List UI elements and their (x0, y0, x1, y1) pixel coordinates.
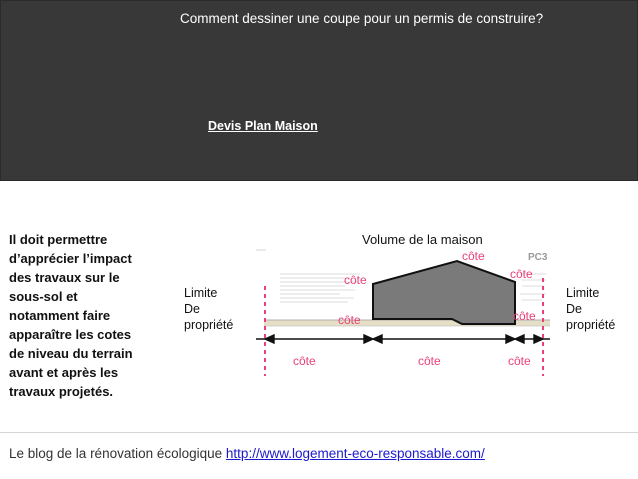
dimension-line (256, 335, 550, 343)
description-line: Il doit permettre (9, 232, 108, 247)
description-line: des travaux sur le (9, 270, 120, 285)
cote-label-bottom-1: côte (293, 354, 316, 368)
house-volume (373, 261, 515, 324)
description-line: apparaître les cotes (9, 327, 132, 342)
cote-label-ground-left: côte (338, 313, 361, 327)
limit-left-line: Limite (184, 286, 218, 300)
limit-left-line: De (184, 302, 200, 316)
limit-right-line: propriété (566, 318, 616, 332)
limit-left-line: propriété (184, 318, 234, 332)
description-line: de niveau du terrain (9, 346, 133, 361)
limit-left-label (184, 285, 233, 333)
page-title: Comment dessiner une coupe pour un permis de construire? (180, 11, 544, 26)
volume-label: Volume de la maison (362, 232, 483, 247)
blog-link[interactable]: http://www.logement-eco-responsable.com/ (225, 446, 485, 461)
description-line: d’apprécier l’impact (9, 251, 132, 266)
footer-text (9, 446, 485, 461)
cote-label-right-roof: côte (510, 267, 533, 281)
limit-right-line: De (566, 302, 582, 316)
cote-label-left-roof: côte (344, 273, 367, 287)
plan-tag: PC3 (528, 252, 548, 263)
limit-right-label (566, 285, 615, 333)
limit-right-line: Limite (566, 286, 600, 300)
cote-label-top: côte (462, 249, 485, 263)
description-line: notamment faire (9, 308, 111, 323)
header-banner (0, 0, 638, 181)
description-line: travaux projetés. (9, 384, 114, 399)
footer-caption: Le blog de la rénovation écologique (9, 446, 226, 461)
section-drawing (250, 244, 560, 380)
description-line: avant et après les (9, 365, 119, 380)
devis-plan-maison-link[interactable]: Devis Plan Maison (208, 119, 318, 133)
description-text (9, 230, 179, 401)
cote-label-ground-right: côte (513, 309, 536, 323)
cote-label-bottom-3: côte (508, 354, 531, 368)
description-line: sous-sol et (9, 289, 78, 304)
cote-label-bottom-2: côte (418, 354, 441, 368)
